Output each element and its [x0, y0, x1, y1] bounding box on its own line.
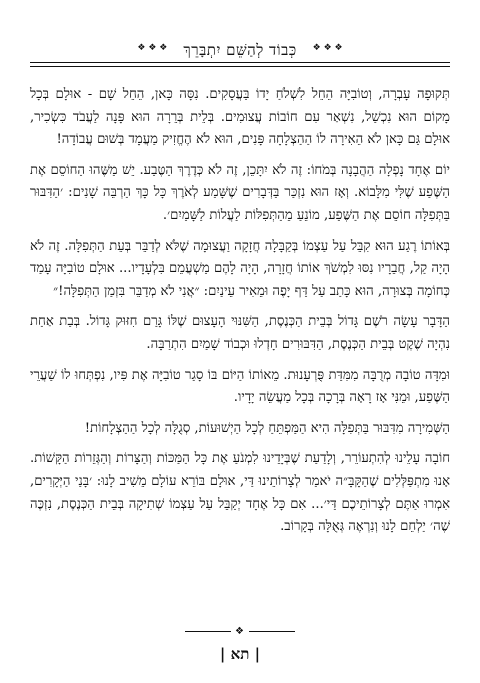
page-body — [30, 84, 450, 547]
page-number: | תא | — [219, 645, 261, 663]
header-rule — [30, 62, 450, 63]
paragraph-4: הַדָּבָר עָשָׂה רֹשֶׁם גָּדוֹל בְּבֵית הַכְּנֶסֶת, הַשִּׁנּוּי הָעָצוּם שֶׁלּוֹ גָּרַם חִזּוּק גָּדוֹל. בְּבַת אַחַת נִהְיָה שֶׁקֶט בְּבֵית הַכְּנֶסֶת, הַדִּבּוּרִים חָדְלוּ וּכְבוֹד שָׁמַיִם הִתְרַבָּה. — [30, 314, 450, 352]
ornament-line-left — [249, 631, 295, 632]
ornament-glyph: ❖ — [235, 626, 245, 637]
bottom-ornament — [0, 626, 480, 637]
paragraph-1: תְּקוּפָה עָבְרָה, וְטוֹבִיָּה הֵחֵל לִשְׁלֹחַ יָדוֹ בַּעֲסָקִים. נִסָּה כָּאן, הֵחֵל שָׁם - אוּלָם בְּכָל מָקוֹם הוּא נִכְשַׁל, נִשְׁאַר עִם חוֹבוֹת עֲצוּמִים. בְּלֵית בְּרֵרָה הוּא פָּנָה לַעֲבֹד כִּשְׂכִיר, אוּלָם גַּם כָּאן לֹא הֵאִירָה לוֹ הַהַצְלָחָה פָּנִים, הוּא לֹא הֶחֱזִיק מַעֲמָד בְּשׁוּם עֲבוֹדָה! — [30, 87, 450, 148]
header-title: כְּבוֹד לְהַשֵּׁם יִתְבָּרֵךְ — [173, 41, 306, 60]
paragraph-7: חוֹבָה עָלֵינוּ לְהִתְעוֹרֵר, וְלָדַעַת שֶׁבְּיָדֵינוּ לִמְנֹעַ אֶת כָּל הַמַּכּוֹת וְהַצָּרוֹת וְהַגְּזֵרוֹת הַקָּשׁוֹת. אָנוּ מִתְפַּלְּלִים שֶׁהַקָּבָּ״ה יֹאמַר לְצָרוֹתֵינוּ דַּי, אוּלָם בּוֹרֵא עוֹלָם מֵשִׁיב לָנוּ: ׳בָּנַי הַיְּקָרִים, אִמְרוּ אַתֶּם לְצָרוֹתֵיכֶם דַּי׳... אִם כָּל אֶחָד יְקַבֵּל עַל עַצְמוֹ שְׁתִיקָה בְּבֵית הַכְּנֶסֶת, נִזְכֶּה שֶׁה׳ יַלְחֵם לָנוּ וְנִרְאֶה גְּאֻלָּה בְּקָרוֹב. — [30, 451, 450, 535]
paragraph-2: יוֹם אֶחָד נָפְלָה הַהֲבָנָה בְּמֹחוֹ: זֶה לֹא יִתָּכֵן, זֶה לֹא כְּדֶרֶךְ הַטֶּבַע. יֵשׁ מַשֶּׁהוּ הַחוֹסֵם אֶת הַשֶּׁפַע שֶׁלִּי מִלָּבוֹא. וְאָז הוּא נִזְכַּר בַּדְּבָרִים שֶׁשָּׁמַע לְאֹרֶךְ כָּל כָּךְ הַרְבֵּה שָׁנִים: ׳הַדִּבּוּר בַּתְּפִלָּה חוֹסֵם אֶת הַשֶּׁפַע, מוֹנֵעַ מֵהַתְּפִלּוֹת לַעֲלוֹת לַשָּׁמַיִם׳. — [30, 162, 450, 223]
header-rule-thin — [30, 66, 450, 67]
paragraph-3: בְּאוֹתוֹ רֶגַע הוּא קִבֵּל עַל עַצְמוֹ בְּקַבָּלָה חֲזָקָה וַעֲצוּמָה שֶׁלֹּא לְדַבֵּר בְּעֵת הַתְּפִלָּה. זֶה לֹא הָיָה קַל, חֲבֵרָיו נִסּוּ לִמְשֹׁךְ אוֹתוֹ חֲזָרָה, הָיָה לָהֶם מַשְׁעֲמֵם בִּלְעָדָיו... אוּלָם טוֹבִיָּה עָמַד כְּחוֹמָה בְּצוּרָה, הוּא כָּתַב עַל דַּף יָפֶה וּמֵאִיר עֵינַיִם: ״אֲנִי לֹא מְדַבֵּר בִּזְמַן הַתְּפִלָּה!״ — [30, 238, 450, 299]
ornament-line-right — [185, 631, 231, 632]
paragraph-5: וּמִדָּה טוֹבָה מְרֻבָּה מִמִּדַּת פֻּרְעָנוּת. מֵאוֹתוֹ הַיּוֹם בּוֹ סָגַר טוֹבִיָּה אֶת פִּיו, נִפְתְּחוּ לוֹ שַׁעֲרֵי הַשֶּׁפַע, וּמֵנִּי אָז רָאָה בְּרָכָה בְּכָל מַעֲשֵׂה יָדָיו. — [30, 367, 450, 406]
header-ornament-right: ❖ ❖ ❖ — [137, 43, 168, 53]
header-ornament-left: ❖ ❖ ❖ — [312, 43, 343, 53]
paragraph-6: הַשְּׁמִירָה מִדִּבּוּר בַּתְּפִלָּה הִיא הַמַּפְתֵּחַ לְכָל הַיְשׁוּעוֹת, סְגֻלָּה לְכָל הַהַצְלָחוֹת! — [84, 420, 450, 436]
